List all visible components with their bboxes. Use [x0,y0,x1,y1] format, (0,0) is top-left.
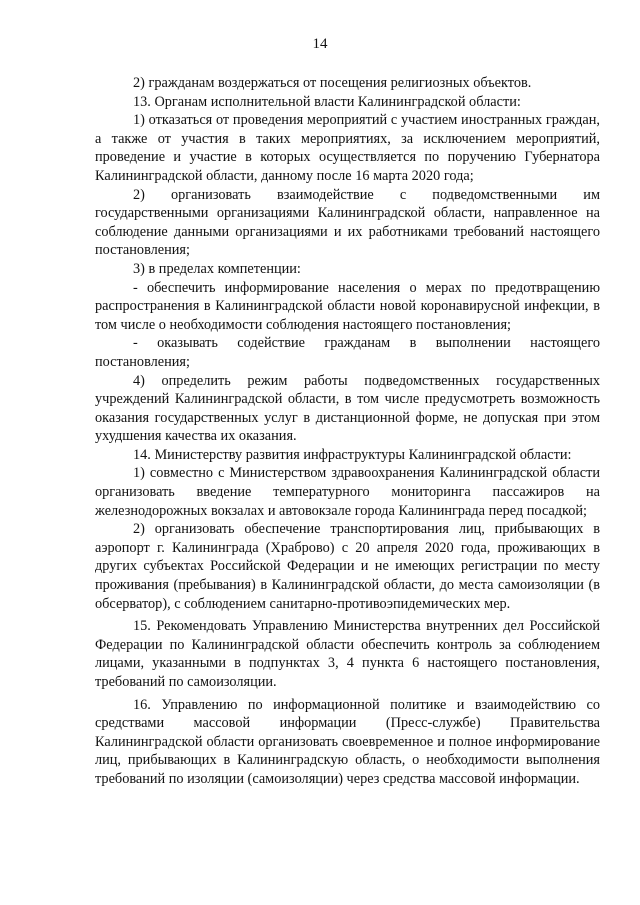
paragraph-13-1: 1) отказаться от проведения мероприятий с участием иностранных граждан, а также от участия в таких мероприятиях, за исключением мероприятий, проведение и участие в которых осуществляется по поручению Губернатора Калининградской области, данному после 16 марта 2020 года; [95,112,600,184]
paragraph-13-4: 4) определить режим работы подведомственных государственных учреждений Калининградской области, в том числе предусмотреть возможность оказания государственных услуг в дистанционной форме, не допуская при этом ухудшения качества их оказания. [95,372,600,445]
paragraph-14-2: 2) организовать обеспечение транспортирования лиц, прибывающих в аэропорт г. Калининграда (Храброво) с 20 апреля 2020 года, проживающих в других субъектах Российской Федерации и не имеющих регистрации по месту проживания (пребывания) в Калининградской области, до места самоизоляции (в обсерватор), с соблюдением санитарно-противоэпидемических мер. [95,521,600,612]
document-body [95,74,600,789]
paragraph-13-3: 3) в пределах компетенции: [133,260,301,277]
paragraph-16: 16. Управлению по информационной политике и взаимодействию со средствами массовой информации (Пресс-службе) Правительства Калининградской области организовать своевременное и полное информирование лиц, прибывающих в Калининградскую область, о необходимости выполнения требований по изоляции (самоизоляции) через средства массовой информации. [95,696,600,787]
paragraph-15: 15. Рекомендовать Управлению Министерства внутренних дел Российской Федерации по Калининградской области обеспечить контроль за соблюдением лицами, указанными в подпунктах 3, 4 пункта 6 настоящего постановления, требований по самоизоляции. [95,618,600,690]
page-number: 14 [312,36,328,52]
paragraph-12-2: 2) гражданам воздержаться от посещения религиозных объектов. [133,75,532,91]
paragraph-13-heading: 13. Органам исполнительной власти Калининградской области: [133,93,521,110]
paragraph-14-1: 1) совместно с Министерством здравоохранения Калининградской области организовать введение температурного мониторинга пассажиров на железнодорожных вокзалах и автовокзале города Калининграда перед посадкой; [95,465,600,519]
paragraph-14-heading: 14. Министерству развития инфраструктуры Калининградской области: [133,446,572,463]
paragraph-13-3-bullet-1: - обеспечить информирование населения о мерах по предотвращению распространения в Калининградской области новой коронавирусной инфекции, в том числе о необходимости соблюдения настоящего постановления; [95,279,600,333]
paragraph-13-3-bullet-2: - оказывать содействие гражданам в выполнении настоящего постановления; [95,335,600,370]
paragraph-13-2: 2) организовать взаимодействие с подведомственными им государственными организациями Калининградской области, направленное на соблюдение данными организациями и их работниками требований настоящего постановления; [95,186,600,259]
